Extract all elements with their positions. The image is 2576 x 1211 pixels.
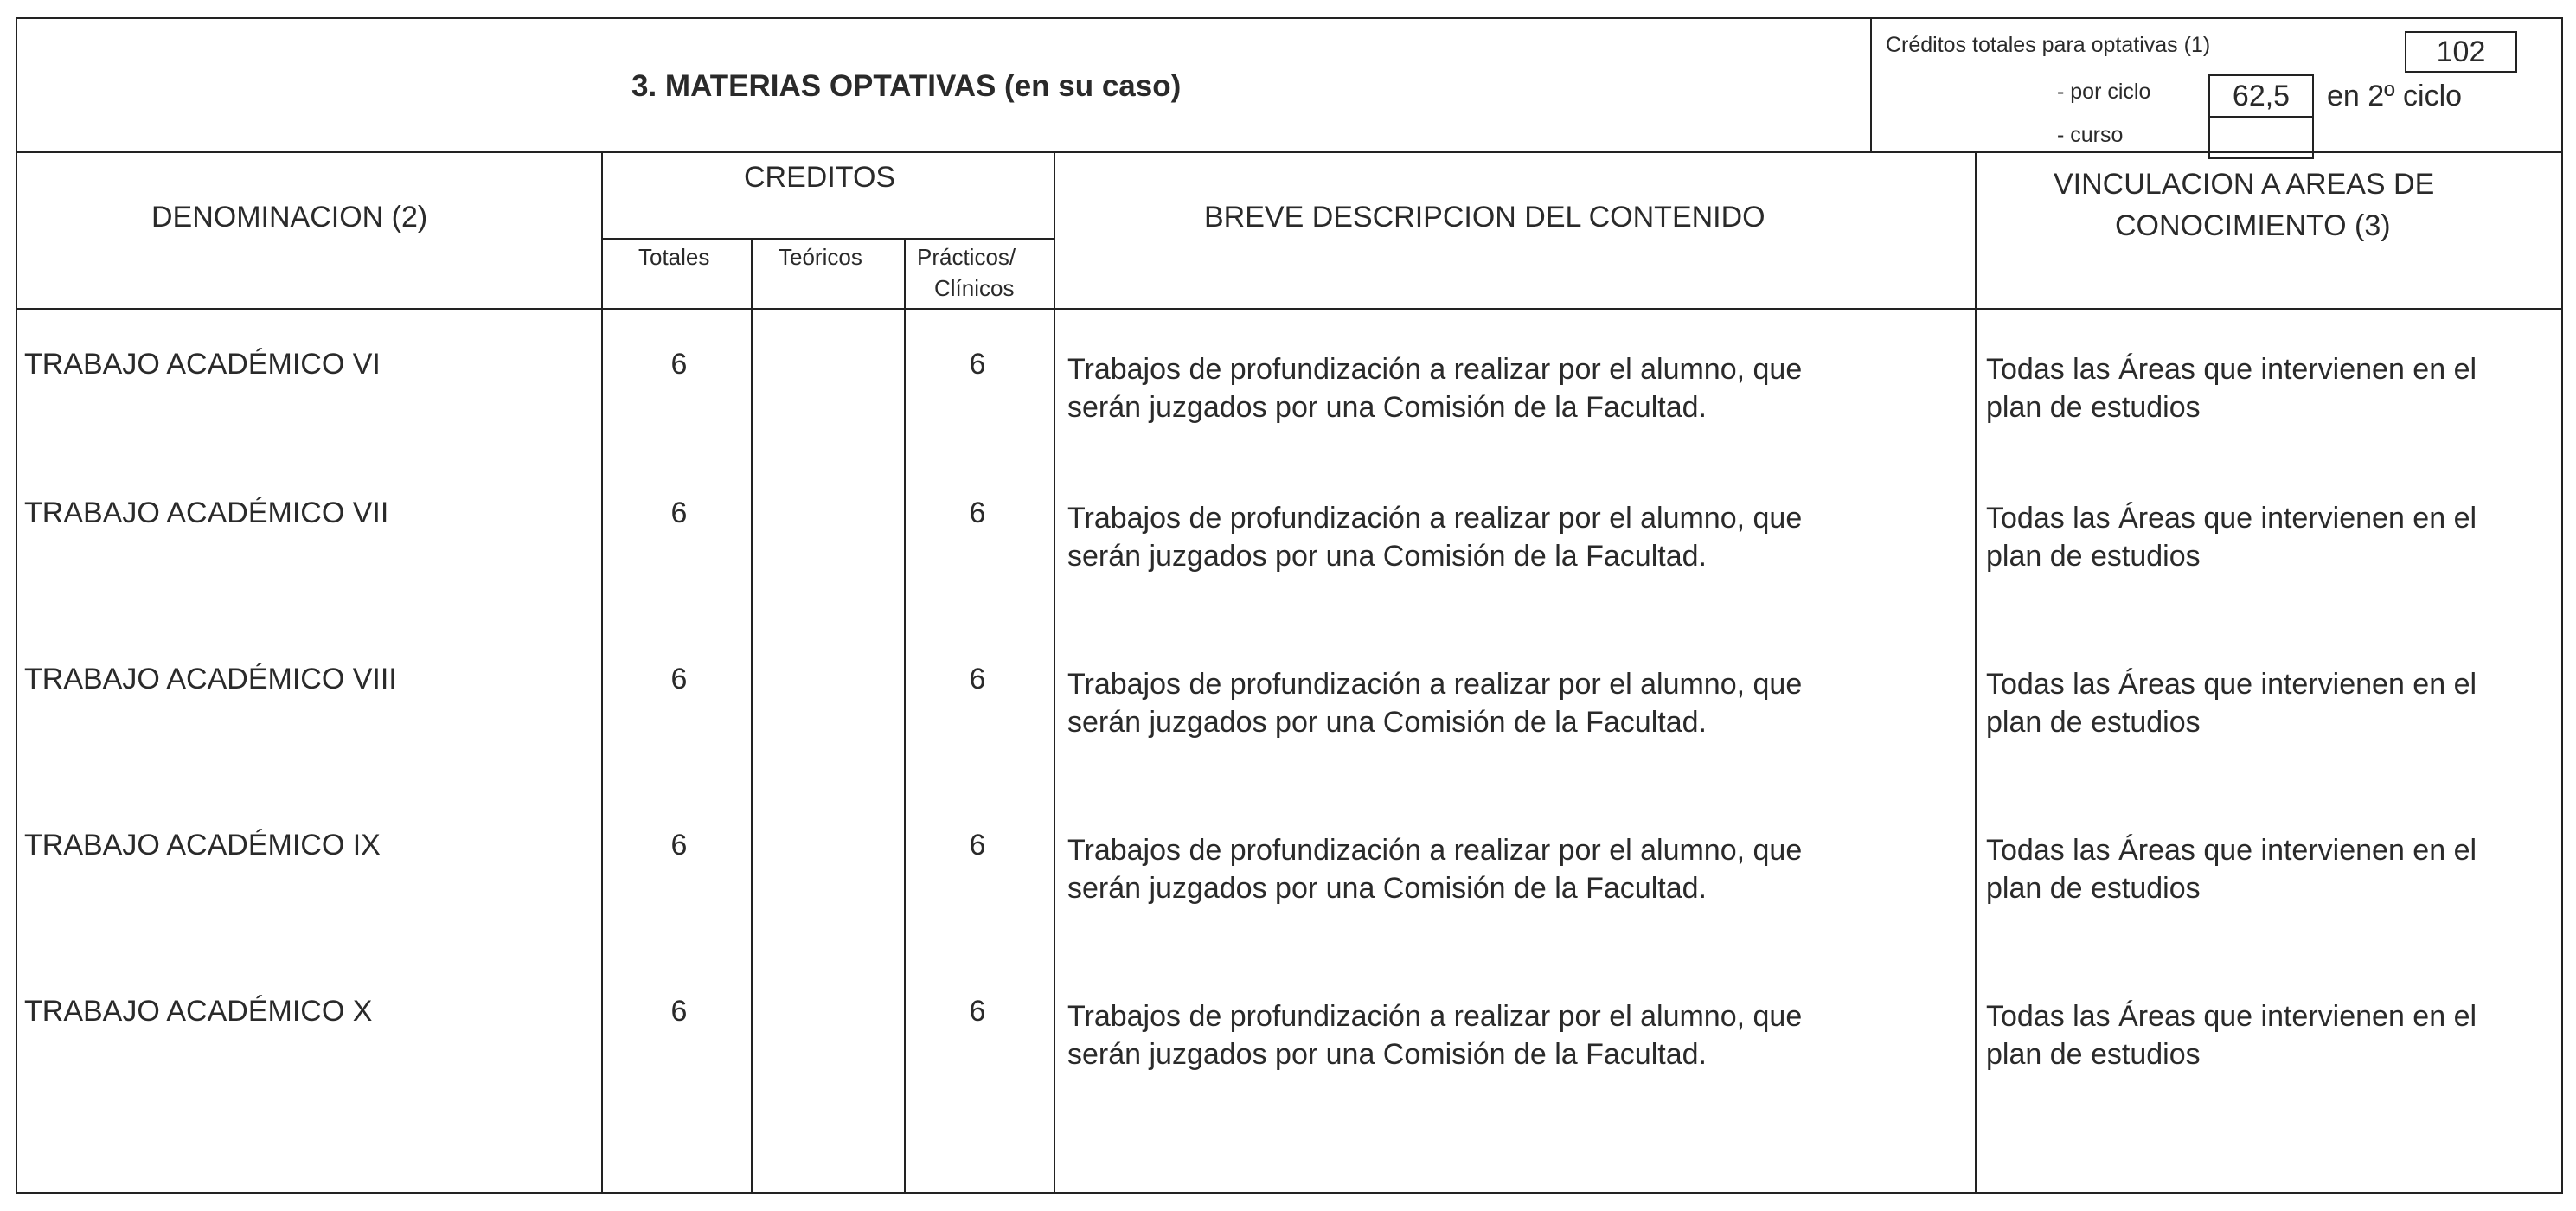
col-vinculacion-1: VINCULACION A AREAS DE: [2054, 168, 2435, 201]
col-descripcion: BREVE DESCRIPCION DEL CONTENIDO: [1204, 201, 1765, 234]
row-area-2: plan de estudios: [1986, 1038, 2201, 1071]
col-totales: Totales: [638, 244, 710, 270]
row-area-2: plan de estudios: [1986, 391, 2201, 424]
row-descripcion-1: Trabajos de profundización a realizar por el alumno, que: [1067, 1000, 1803, 1033]
por-ciclo-value: 62,5: [2208, 74, 2314, 118]
row-descripcion-1: Trabajos de profundización a realizar por el alumno, que: [1067, 668, 1803, 701]
row-practicos: 6: [969, 348, 986, 381]
col-teoricos: Teóricos: [779, 244, 862, 270]
row-practicos: 6: [969, 663, 986, 695]
row-totales: 6: [670, 829, 688, 862]
row-area-2: plan de estudios: [1986, 872, 2201, 905]
right-border-body: [2561, 308, 2563, 1194]
row-area-2: plan de estudios: [1986, 540, 2201, 573]
por-ciclo-label: - por ciclo: [2057, 80, 2151, 104]
credits-total-label: Créditos totales para optativas (1): [1886, 33, 2211, 57]
row-descripcion-1: Trabajos de profundización a realizar por el alumno, que: [1067, 353, 1803, 386]
row-descripcion-1: Trabajos de profundización a realizar por el alumno, que: [1067, 834, 1803, 867]
col-line-teoricos: [751, 239, 753, 1194]
row-area-1: Todas las Áreas que intervienen en el: [1986, 834, 2477, 867]
header-bottom-border: [16, 151, 2563, 153]
row-area-1: Todas las Áreas que intervienen en el: [1986, 353, 2477, 386]
row-denominacion: TRABAJO ACADÉMICO VIII: [24, 663, 397, 695]
row-descripcion-2: serán juzgados por una Comisión de la Facultad.: [1067, 872, 1707, 905]
curso-label: - curso: [2057, 123, 2124, 147]
col-practicos-2: Clínicos: [934, 275, 1015, 301]
row-descripcion-2: serán juzgados por una Comisión de la Facultad.: [1067, 540, 1707, 573]
row-descripcion-2: serán juzgados por una Comisión de la Facultad.: [1067, 706, 1707, 739]
row-area-1: Todas las Áreas que intervienen en el: [1986, 1000, 2477, 1033]
ciclo-text: en 2º ciclo: [2327, 80, 2463, 112]
row-practicos: 6: [969, 829, 986, 862]
right-border-top: [2561, 17, 2563, 324]
row-denominacion: TRABAJO ACADÉMICO X: [24, 995, 373, 1028]
bottom-border: [16, 1192, 2563, 1194]
row-totales: 6: [670, 995, 688, 1028]
row-area-2: plan de estudios: [1986, 706, 2201, 739]
top-border: [16, 17, 2563, 19]
col-line-practicos: [904, 239, 906, 1194]
col-line-2: [1054, 152, 1055, 1194]
row-practicos: 6: [969, 497, 986, 529]
row-totales: 6: [670, 663, 688, 695]
col-denominacion: DENOMINACION (2): [151, 201, 428, 234]
row-descripcion-2: serán juzgados por una Comisión de la Facultad.: [1067, 1038, 1707, 1071]
section-title: 3. MATERIAS OPTATIVAS (en su caso): [631, 69, 1182, 103]
row-descripcion-2: serán juzgados por una Comisión de la Facultad.: [1067, 391, 1707, 424]
col-practicos-1: Prácticos/: [917, 244, 1016, 270]
row-area-1: Todas las Áreas que intervienen en el: [1986, 668, 2477, 701]
curso-value: [2208, 116, 2314, 159]
row-totales: 6: [670, 497, 688, 529]
row-descripcion-1: Trabajos de profundización a realizar por el alumno, que: [1067, 502, 1803, 535]
col-creditos: CREDITOS: [744, 161, 896, 194]
col-line-1: [601, 152, 603, 1194]
row-practicos: 6: [969, 995, 986, 1028]
columns-header-bottom: [16, 308, 2563, 310]
header-split: [1870, 17, 1872, 152]
col-vinculacion-2: CONOCIMIENTO (3): [2115, 209, 2391, 242]
creditos-split: [601, 238, 1055, 240]
credits-total-value: 102: [2405, 31, 2517, 73]
row-denominacion: TRABAJO ACADÉMICO VI: [24, 348, 381, 381]
row-denominacion: TRABAJO ACADÉMICO VII: [24, 497, 389, 529]
col-line-3: [1975, 152, 1977, 1194]
row-area-1: Todas las Áreas que intervienen en el: [1986, 502, 2477, 535]
row-denominacion: TRABAJO ACADÉMICO IX: [24, 829, 381, 862]
row-totales: 6: [670, 348, 688, 381]
left-border: [16, 17, 17, 1194]
